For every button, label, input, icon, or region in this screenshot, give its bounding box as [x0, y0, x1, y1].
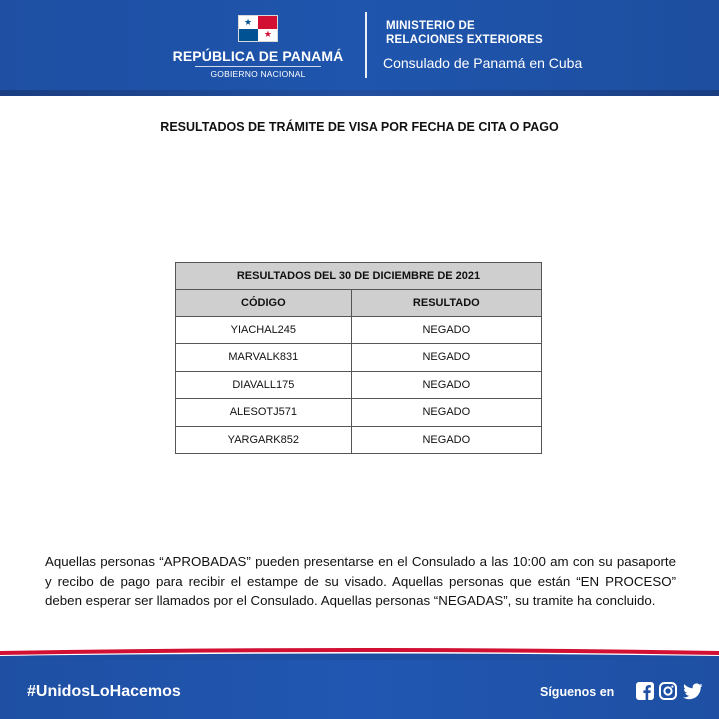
resultado-cell: NEGADO	[351, 316, 541, 343]
hashtag-text: #UnidosLoHacemos	[27, 683, 181, 700]
resultado-cell: NEGADO	[351, 371, 541, 398]
facebook-icon[interactable]	[636, 682, 654, 700]
ministerio-line1: MINISTERIO DE	[386, 20, 475, 32]
table-row	[176, 344, 542, 371]
instagram-icon[interactable]	[659, 682, 677, 700]
header-banner	[0, 0, 719, 96]
footer-banner	[0, 660, 719, 719]
codigo-cell: ALESOTJ571	[176, 399, 352, 426]
codigo-cell: YARGARK852	[176, 426, 352, 453]
republica-title: REPÚBLICA DE PANAMÁ	[172, 48, 344, 64]
column-header-codigo: CÓDIGO	[176, 290, 352, 316]
codigo-cell: YIACHAL245	[176, 316, 352, 343]
ministerio-line2: RELACIONES EXTERIORES	[386, 34, 543, 46]
table-row	[176, 371, 542, 398]
codigo-cell: DIAVALL175	[176, 371, 352, 398]
resultado-cell: NEGADO	[351, 399, 541, 426]
header-divider	[365, 12, 367, 78]
table-header-row	[176, 290, 542, 316]
panama-flag-icon: ★ ★	[238, 15, 278, 42]
twitter-icon[interactable]	[683, 682, 703, 700]
footer-stripes	[0, 648, 719, 660]
follow-label: Síguenos en	[540, 685, 615, 699]
notice-paragraph: Aquellas personas “APROBADAS” pueden presentarse en el Consulado a las 10:00 am con su pasaporte y recibo de pago para recibir el estampe de su visado. Aquellas personas que están “EN PROCESO” deben esperar ser llamados por el Consulado. Aquellas personas “NEGADAS”, su tramite ha concluido.	[45, 554, 676, 608]
consulado-name: Consulado de Panamá en Cuba	[383, 55, 583, 71]
table-row	[176, 399, 542, 426]
table-caption-row	[176, 263, 542, 290]
codigo-cell: MARVALK831	[176, 344, 352, 371]
document-title: RESULTADOS DE TRÁMITE DE VISA POR FECHA DE CITA O PAGO	[160, 120, 559, 134]
table-row	[176, 316, 542, 343]
table-caption: RESULTADOS DEL 30 DE DICIEMBRE DE 2021	[176, 263, 542, 290]
table-row	[176, 426, 542, 453]
gobierno-subtitle: GOBIERNO NACIONAL	[195, 66, 321, 80]
column-header-resultado: RESULTADO	[351, 290, 541, 316]
resultado-cell: NEGADO	[351, 344, 541, 371]
results-table	[175, 262, 542, 454]
resultado-cell: NEGADO	[351, 426, 541, 453]
